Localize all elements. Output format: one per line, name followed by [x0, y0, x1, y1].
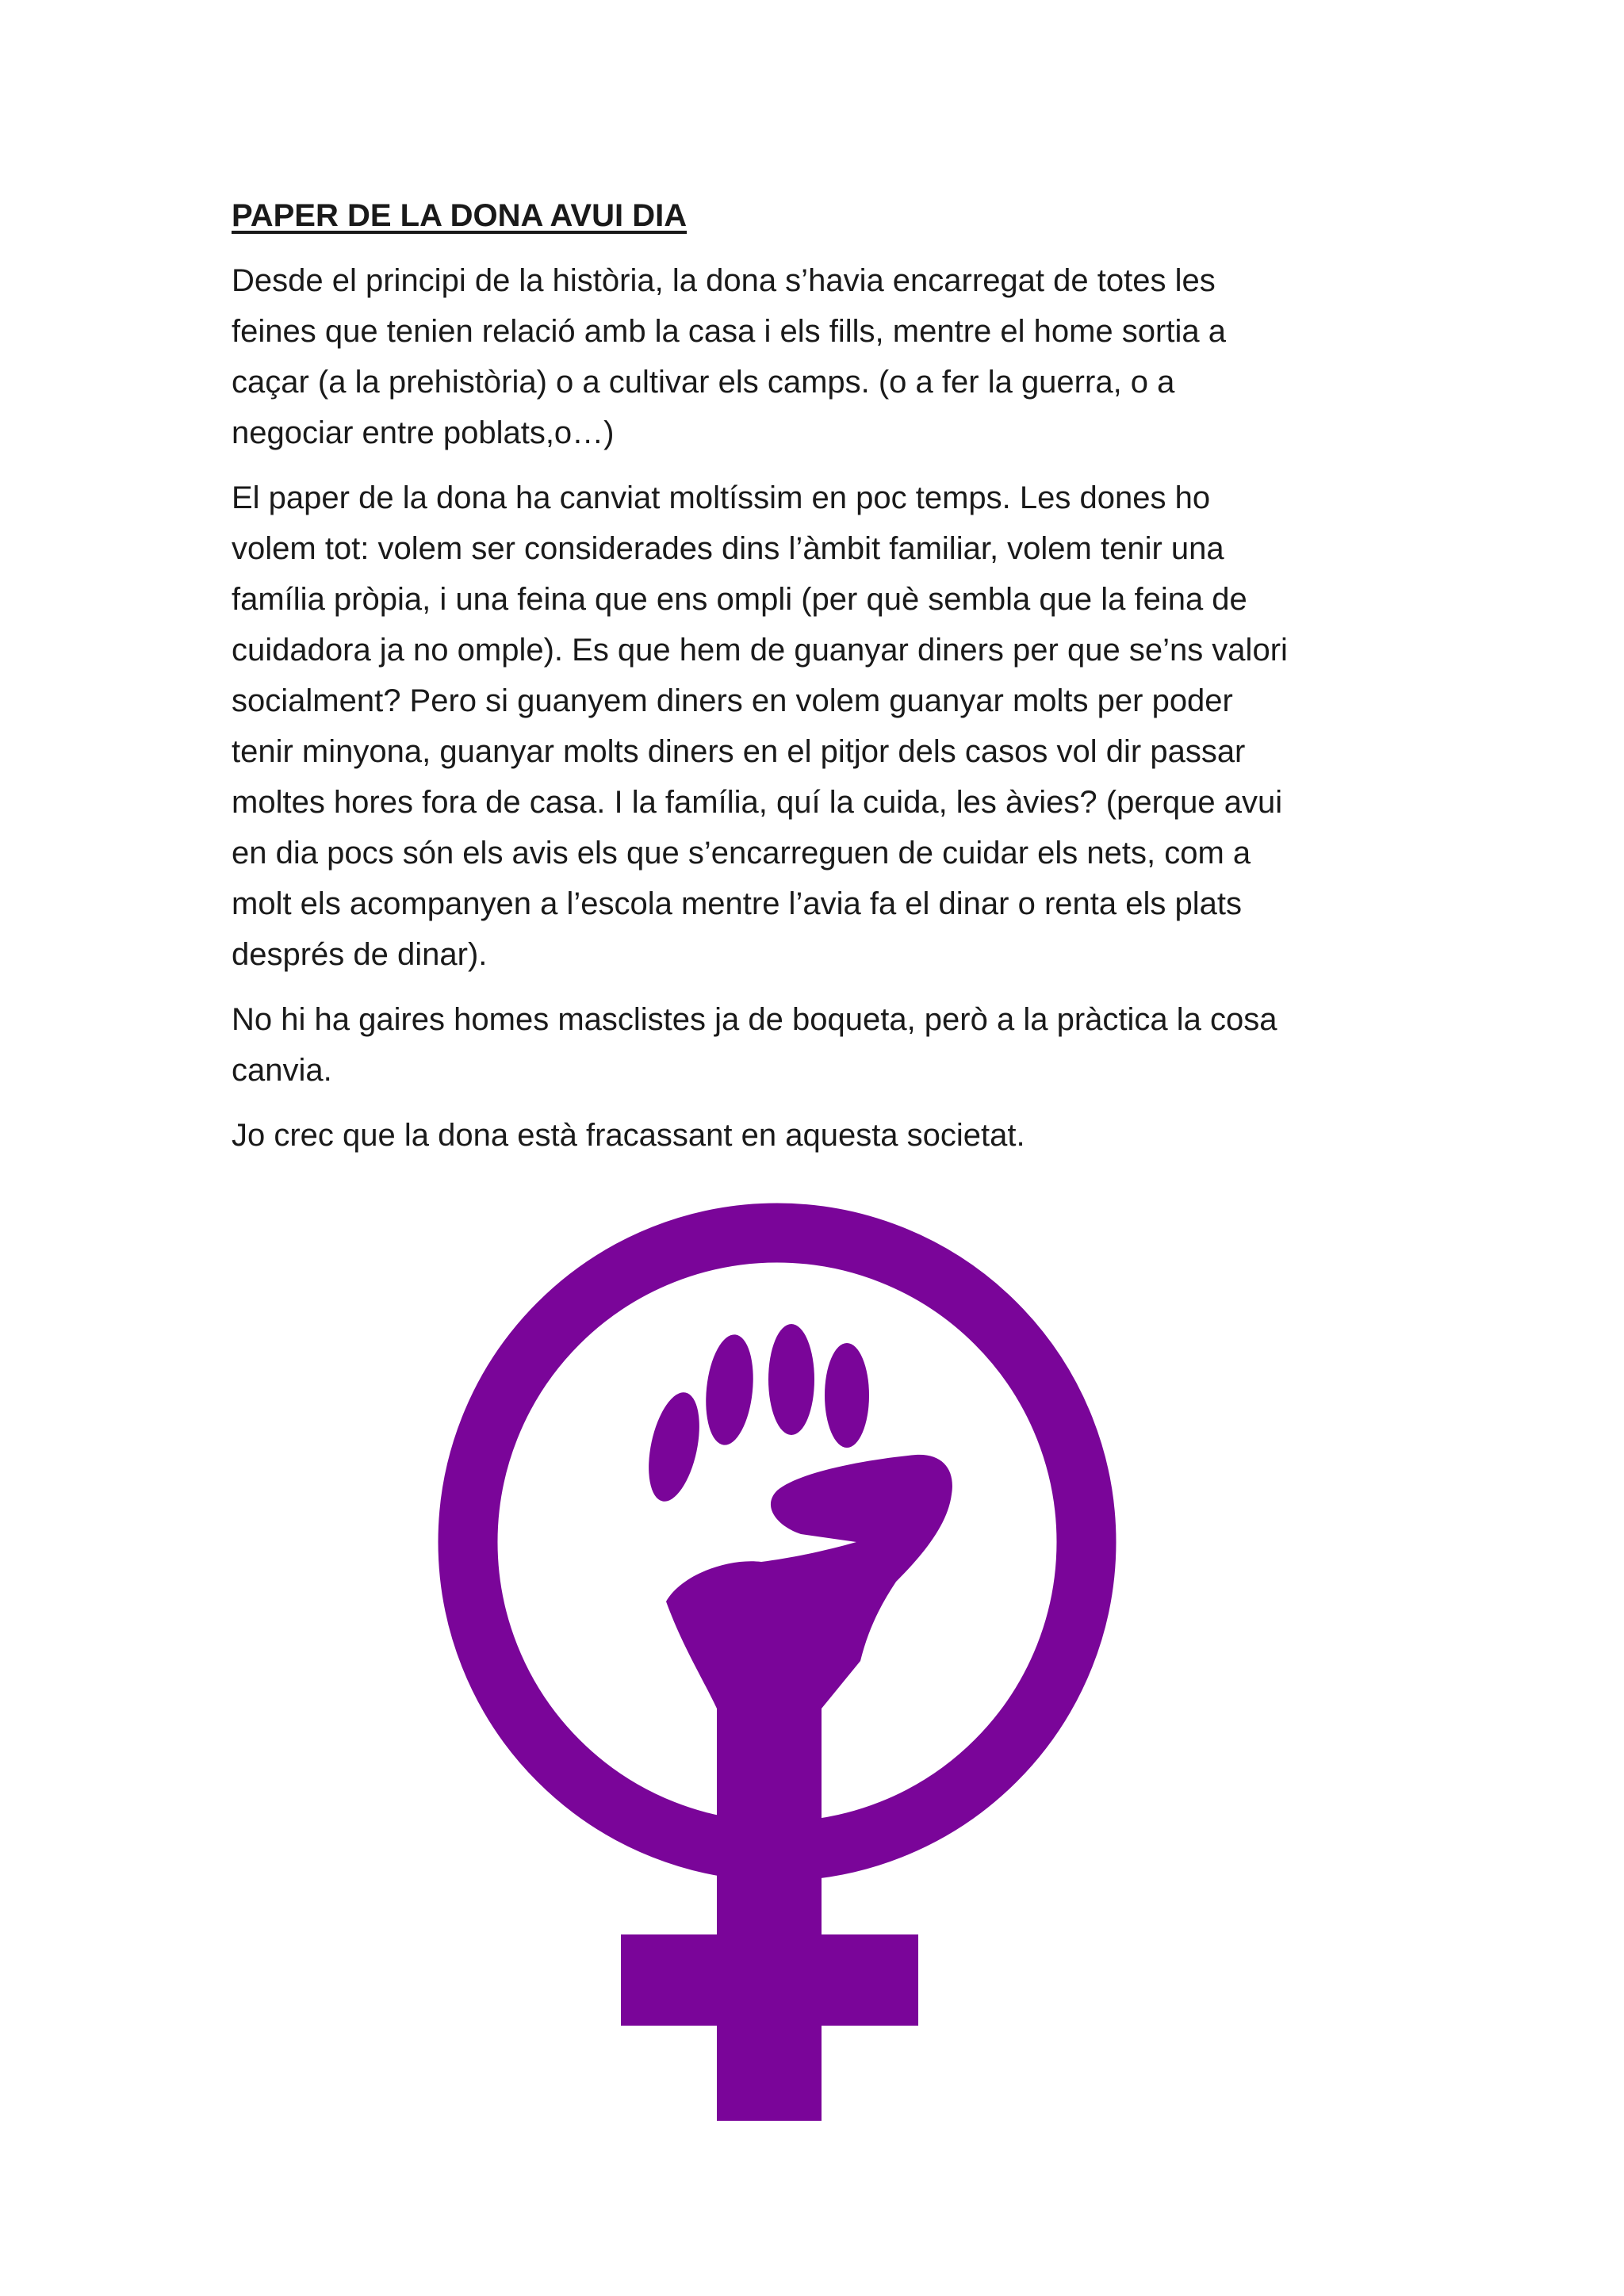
document-body: [232, 190, 1405, 1175]
paragraph-line: El paper de la dona ha canviat moltíssim en poc temps. Les dones ho: [232, 480, 1211, 515]
paragraph-line: cuidadora ja no omple). Es que hem de guanyar diners per que se’ns valori: [232, 633, 1288, 668]
paragraph-line: molt els acompanyen a l’escola mentre l’avia fa el dinar o renta els plats: [232, 886, 1242, 921]
paragraph-line: Desde el principi de la història, la dona s’havia encarregat de totes les: [232, 263, 1216, 298]
paragraph-line: feines que tenien relació amb la casa i els fills, mentre el home sortia a: [232, 314, 1226, 349]
paragraph-1: [232, 255, 1405, 458]
paragraph-line: moltes hores fora de casa. I la família, quí la cuida, les àvies? (perque avui: [232, 785, 1283, 820]
fist-finger: [768, 1324, 814, 1435]
fist-hand: [666, 1455, 952, 1709]
paragraph-line: després de dinar).: [232, 937, 488, 972]
fist-finger: [825, 1343, 869, 1448]
paragraph-line: negociar entre poblats,o…): [232, 415, 615, 450]
paragraph-line: caçar (a la prehistòria) o a cultivar els camps. (o a fer la guerra, o a: [232, 365, 1175, 400]
paragraph-2: [232, 473, 1405, 980]
paragraph-line: en dia pocs són els avis els que s’encarreguen de cuidar els nets, com a: [232, 836, 1251, 871]
paragraph-line: tenir minyona, guanyar molts diners en el pitjor dels casos vol dir passar: [232, 734, 1246, 769]
paragraph-line: família pròpia, i una feina que ens ompli (per què sembla que la feina de: [232, 582, 1247, 617]
document-title: PAPER DE LA DONA AVUI DIA: [232, 198, 688, 233]
paragraph-4: [232, 1110, 1405, 1161]
fist-finger: [640, 1388, 708, 1506]
feminism-fist-icon: [428, 1201, 1126, 2129]
paragraph-line: canvia.: [232, 1053, 332, 1088]
fist-finger: [701, 1332, 758, 1447]
paragraph-line: No hi ha gaires homes masclistes ja de boqueta, però a la pràctica la cosa: [232, 1002, 1277, 1037]
paragraph-line: volem tot: volem ser considerades dins l’àmbit familiar, volem tenir una: [232, 531, 1224, 566]
venus-crossbar: [621, 1934, 918, 2026]
paragraph-3: [232, 994, 1405, 1096]
paragraph-line: socialment? Pero si guanyem diners en volem guanyar molts per poder: [232, 683, 1233, 718]
venus-stem: [717, 1645, 822, 2121]
paragraph-line: Jo crec que la dona està fracassant en aquesta societat.: [232, 1118, 1025, 1153]
